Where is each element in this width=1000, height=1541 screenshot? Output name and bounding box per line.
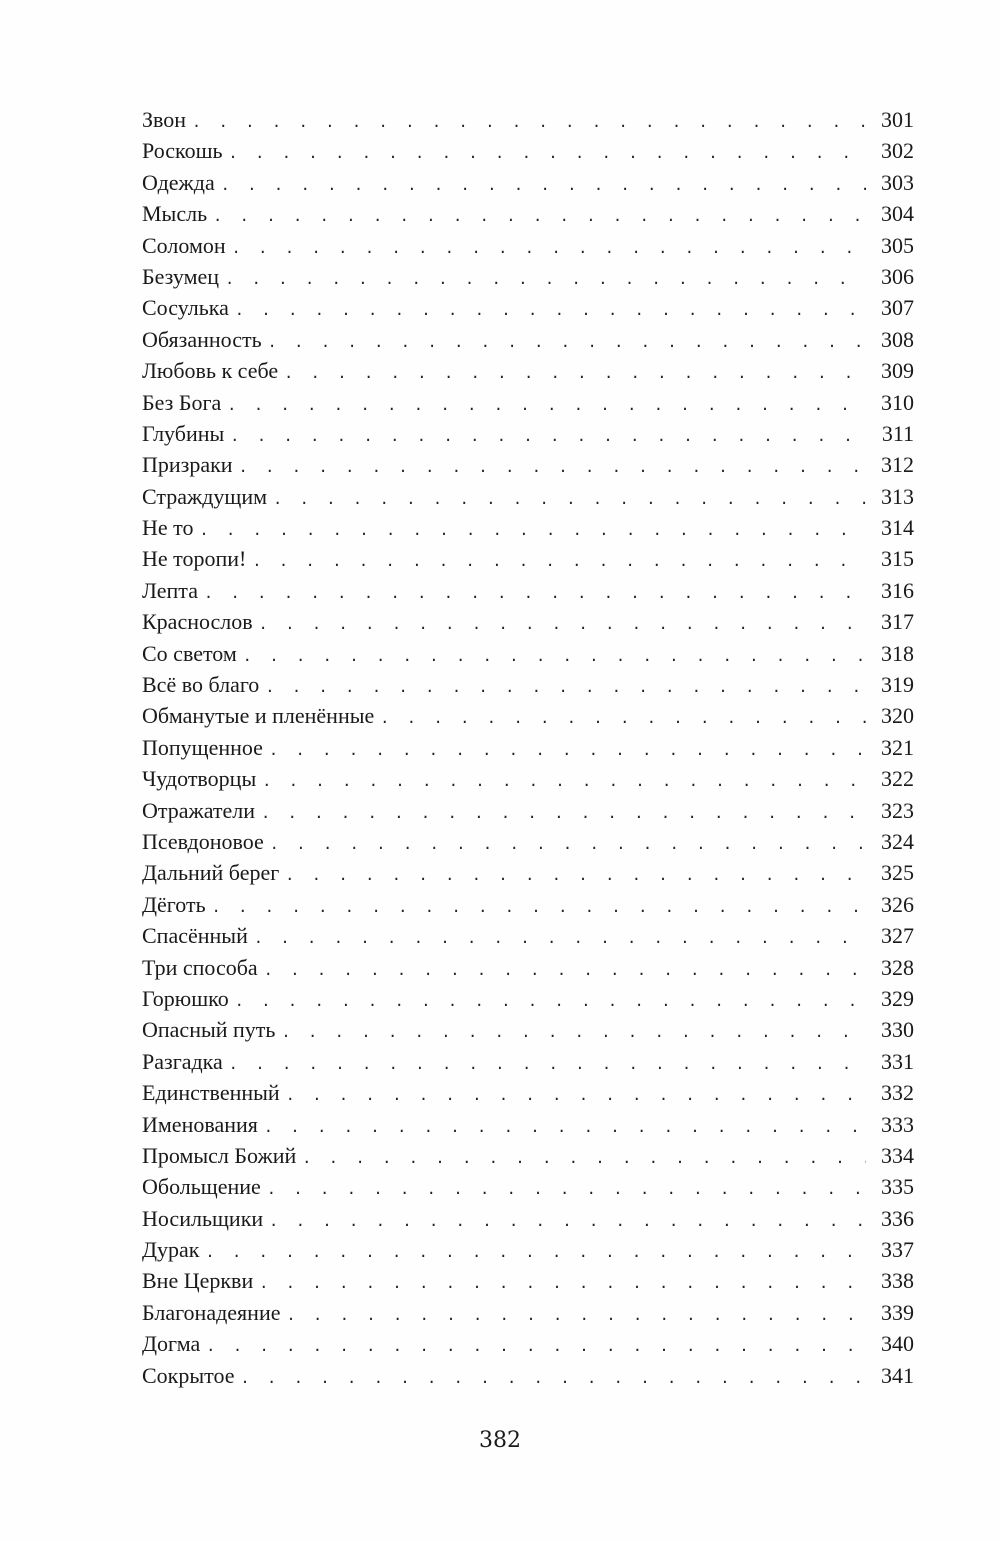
toc-entry-title: Не то — [142, 515, 194, 541]
toc-entry — [142, 1014, 914, 1045]
toc-entry-page-number: 309 — [881, 358, 914, 384]
dot-leader — [204, 578, 866, 609]
dot-leader — [287, 1300, 867, 1331]
toc-entry — [142, 1328, 914, 1359]
dot-leader — [212, 892, 866, 923]
toc-entry — [142, 1360, 914, 1391]
toc-entry-title: Попущенное — [142, 734, 263, 760]
dot-leader — [230, 421, 866, 452]
dot-leader — [235, 295, 866, 326]
dot-leader — [221, 170, 866, 201]
toc-entry-page-number: 338 — [881, 1268, 914, 1294]
toc-entry-page-number: 329 — [881, 985, 914, 1011]
toc-entry — [142, 826, 914, 857]
toc-entry-page-number: 337 — [881, 1237, 914, 1263]
toc-entry — [142, 512, 914, 543]
toc-entry-page-number: 335 — [881, 1174, 914, 1200]
dot-leader — [232, 233, 866, 264]
dot-leader — [259, 609, 866, 640]
page-number: 382 — [479, 1428, 521, 1453]
dot-leader — [229, 138, 866, 169]
toc-entry — [142, 1109, 914, 1140]
toc-entry — [142, 983, 914, 1014]
toc-entry-title: Призраки — [142, 452, 233, 478]
toc-entry-title: Любовь к себе — [142, 358, 279, 384]
toc-entry — [142, 920, 914, 951]
dot-leader — [261, 798, 866, 829]
toc-entry-title: Дурак — [142, 1237, 200, 1263]
toc-entry — [142, 1265, 914, 1296]
toc-entry — [142, 135, 914, 166]
toc-entry — [142, 1046, 914, 1077]
toc-entry — [142, 449, 914, 480]
toc-entry-page-number: 301 — [881, 107, 914, 132]
dot-leader — [302, 1143, 866, 1174]
toc-entry-title: Благонадеяние — [142, 1299, 281, 1325]
dot-leader — [241, 1363, 866, 1394]
dot-leader — [239, 452, 866, 483]
toc-entry-title: Лепта — [142, 577, 198, 603]
toc-entry-page-number: 320 — [881, 703, 914, 729]
dot-leader — [285, 860, 866, 891]
dot-leader — [270, 829, 866, 860]
toc-entry-page-number: 330 — [881, 1017, 914, 1043]
dot-leader — [273, 484, 866, 515]
toc-entry-title: Горюшко — [142, 985, 229, 1011]
dot-leader — [269, 735, 866, 766]
toc-entry-title: Промысл Божий — [142, 1142, 297, 1168]
toc-entry-page-number: 334 — [881, 1142, 914, 1168]
toc-entry — [142, 700, 914, 731]
dot-leader — [268, 327, 866, 358]
toc-entry-page-number: 303 — [881, 169, 914, 195]
toc-entry-title: Одежда — [142, 169, 215, 195]
toc-entry-page-number: 308 — [881, 326, 914, 352]
dot-leader — [206, 1331, 866, 1362]
dot-leader — [252, 546, 866, 577]
toc-entry-page-number: 306 — [881, 263, 914, 289]
toc-entry-page-number: 326 — [881, 891, 914, 917]
dot-leader — [269, 1206, 866, 1237]
toc-entry — [142, 387, 914, 418]
toc-entry-title: Псевдоновое — [142, 828, 264, 854]
toc-entry-page-number: 317 — [881, 609, 914, 635]
toc-entry — [142, 543, 914, 574]
toc-entry-page-number: 302 — [881, 138, 914, 164]
toc-entry — [142, 418, 914, 449]
dot-leader — [235, 986, 866, 1017]
dot-leader — [380, 703, 866, 734]
toc-entry-page-number: 322 — [881, 766, 914, 792]
toc-entry-title: Безумец — [142, 263, 220, 289]
toc-entry-title: Краснослов — [142, 609, 253, 635]
toc-entry — [142, 198, 914, 229]
toc-entry-page-number: 321 — [881, 734, 914, 760]
toc-entry — [142, 1077, 914, 1108]
dot-leader — [243, 641, 866, 672]
toc-entry-title: Соломон — [142, 232, 226, 258]
toc-entry-title: Носильщики — [142, 1205, 264, 1231]
dot-leader — [281, 1017, 866, 1048]
dot-leader — [229, 1049, 866, 1080]
dot-leader — [265, 672, 866, 703]
toc-entry — [142, 104, 914, 135]
toc-entry-page-number: 314 — [881, 515, 914, 541]
toc-entry — [142, 261, 914, 292]
dot-leader — [199, 515, 866, 546]
dot-leader — [192, 107, 866, 138]
toc-entry — [142, 732, 914, 763]
toc-entry — [142, 324, 914, 355]
toc-entry-title: Чудотворцы — [142, 766, 257, 792]
toc-entry-page-number: 332 — [881, 1080, 914, 1106]
toc-entry-title: Роскошь — [142, 138, 223, 164]
toc-entry-title: Дальний берег — [142, 860, 280, 886]
toc-entry-page-number: 336 — [881, 1205, 914, 1231]
dot-leader — [286, 1080, 866, 1111]
toc-entry-title: Глубины — [142, 420, 225, 446]
toc-entry — [142, 481, 914, 512]
toc-entry-page-number: 333 — [881, 1111, 914, 1137]
toc-entry-title: Обольщение — [142, 1174, 261, 1200]
toc-entry-page-number: 323 — [881, 797, 914, 823]
toc-entry-page-number: 315 — [881, 546, 914, 572]
toc-entry-title: Именования — [142, 1111, 258, 1137]
toc-entry-title: Обязанность — [142, 326, 262, 352]
toc-entry-title: Мысль — [142, 201, 208, 227]
toc-entry-title: Не торопи! — [142, 546, 247, 572]
toc-entry — [142, 638, 914, 669]
toc-entry-title: Сосулька — [142, 295, 229, 321]
toc-entry — [142, 606, 914, 637]
toc-entry-page-number: 339 — [881, 1299, 914, 1325]
toc-entry — [142, 1297, 914, 1328]
toc-entry — [142, 1171, 914, 1202]
toc-entry-title: Звон — [142, 107, 187, 132]
toc-entry-title: Сокрытое — [142, 1362, 235, 1388]
toc-entry — [142, 952, 914, 983]
toc-entry-page-number: 319 — [881, 672, 914, 698]
dot-leader — [267, 1174, 866, 1205]
toc-entry-title: Всё во благо — [142, 672, 260, 698]
toc-entry-page-number: 327 — [881, 923, 914, 949]
dot-leader — [205, 1237, 866, 1268]
dot-leader — [225, 264, 866, 295]
toc-entry-page-number: 310 — [881, 389, 914, 415]
toc-entry — [142, 889, 914, 920]
toc-entry — [142, 292, 914, 323]
dot-leader — [284, 358, 866, 389]
table-of-contents — [142, 104, 914, 1391]
toc-entry-page-number: 318 — [881, 640, 914, 666]
toc-entry-title: Спасённый — [142, 923, 248, 949]
toc-entry-page-number: 307 — [881, 295, 914, 321]
dot-leader — [254, 923, 866, 954]
toc-entry-page-number: 340 — [881, 1331, 914, 1357]
dot-leader — [262, 766, 866, 797]
toc-entry — [142, 669, 914, 700]
toc-entry-page-number: 325 — [881, 860, 914, 886]
toc-entry-title: Дёготь — [142, 891, 206, 917]
toc-entry-title: Единственный — [142, 1080, 280, 1106]
toc-entry-page-number: 328 — [881, 954, 914, 980]
toc-entry — [142, 763, 914, 794]
toc-entry-title: Вне Церкви — [142, 1268, 254, 1294]
toc-entry-page-number: 341 — [881, 1362, 914, 1388]
dot-leader — [264, 955, 866, 986]
dot-leader — [227, 390, 866, 421]
toc-entry — [142, 857, 914, 888]
toc-entry-page-number: 312 — [881, 452, 914, 478]
toc-entry-title: Отражатели — [142, 797, 256, 823]
toc-entry-title: Разгадка — [142, 1048, 223, 1074]
toc-entry — [142, 1234, 914, 1265]
toc-entry-page-number: 316 — [881, 577, 914, 603]
toc-entry-page-number: 304 — [881, 201, 914, 227]
toc-entry — [142, 1203, 914, 1234]
dot-leader — [259, 1268, 866, 1299]
toc-entry-title: Три способа — [142, 954, 258, 980]
toc-entry-title: Обманутые и пленённые — [142, 703, 375, 729]
toc-entry-title: Страждущим — [142, 483, 268, 509]
toc-entry-page-number: 305 — [881, 232, 914, 258]
toc-entry-title: Догма — [142, 1331, 201, 1357]
toc-entry — [142, 575, 914, 606]
toc-entry — [142, 167, 914, 198]
toc-entry — [142, 355, 914, 386]
dot-leader — [213, 201, 866, 232]
toc-entry-page-number: 324 — [881, 828, 914, 854]
toc-entry — [142, 795, 914, 826]
toc-entry-page-number: 331 — [881, 1048, 914, 1074]
toc-entry-title: Со светом — [142, 640, 237, 666]
toc-entry-page-number: 311 — [881, 420, 914, 446]
toc-entry-page-number: 313 — [881, 483, 914, 509]
toc-entry — [142, 230, 914, 261]
dot-leader — [264, 1112, 866, 1143]
toc-entry-title: Без Бога — [142, 389, 222, 415]
toc-entry-title: Опасный путь — [142, 1017, 276, 1043]
toc-entry — [142, 1140, 914, 1171]
